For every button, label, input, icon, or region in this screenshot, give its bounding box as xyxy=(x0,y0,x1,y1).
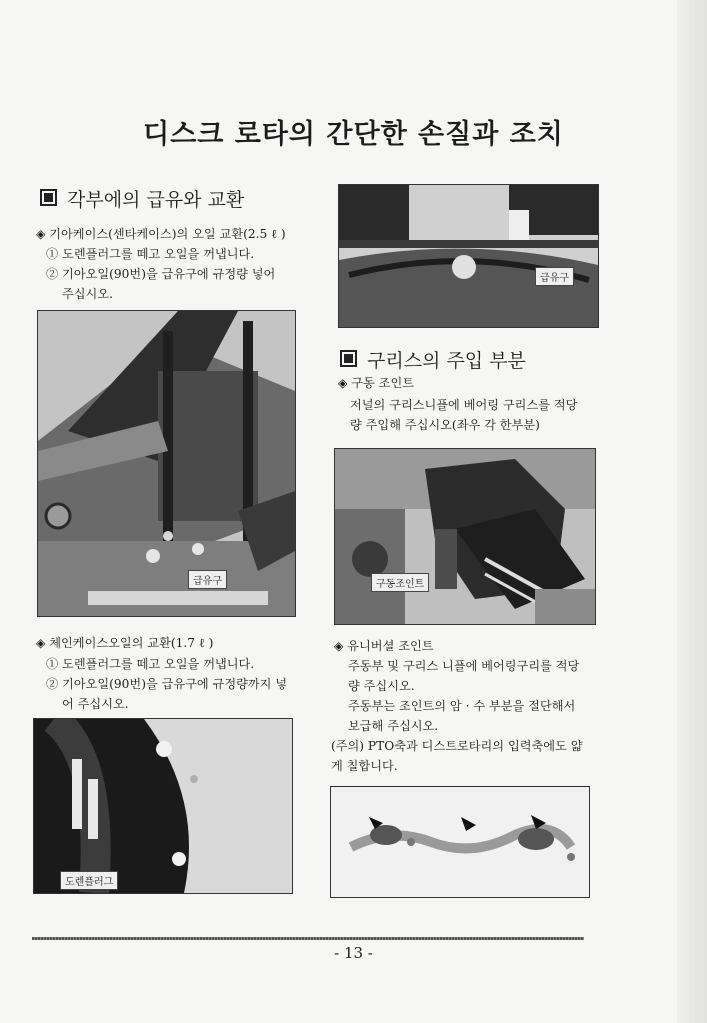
universal-joint-line-2: 량 주십시오. xyxy=(348,679,415,693)
gearcase-title: ◈ 기아케이스(센타케이스)의 오일 교환(2.5 ℓ ) xyxy=(36,227,286,241)
drive-joint-title: ◈ 구동 조인트 xyxy=(338,376,414,390)
universal-joint-line-3: 주동부는 조인트의 암 · 수 부분을 절단해서 xyxy=(348,699,576,713)
caution-line-2: 게 칠합니다. xyxy=(331,759,398,773)
drain-plug-photo xyxy=(33,718,293,894)
chaincase-step-2: ② 기아오일(90번)을 급유구에 규정량까지 넣 xyxy=(46,677,288,691)
caution-line-1: (주의) PTO축과 디스트로타리의 입력축에도 얇 xyxy=(331,739,583,753)
drive-joint-line-2: 량 주입해 주십시오(좌우 각 한부분) xyxy=(350,418,540,432)
drive-joint-line-1: 저널의 구리스니플에 베어링 구리스를 적당 xyxy=(350,398,578,412)
gearcase-step-1: ① 도렌플러그를 떼고 오일을 꺼냅니다. xyxy=(46,247,255,261)
chaincase-step-2-cont: 어 주십시오. xyxy=(62,697,129,711)
chaincase-title: ◈ 체인케이스오일의 교환(1.7 ℓ ) xyxy=(36,636,214,650)
drive-joint-label: 구동조인트 xyxy=(371,573,429,592)
square-bullet-icon xyxy=(340,350,357,367)
footer-rule xyxy=(32,937,584,940)
section-heading-text: 구리스의 주입 부분 xyxy=(367,350,526,372)
chaincase-step-1: ① 도렌플러그를 떼고 오일을 꺼냅니다. xyxy=(46,657,255,671)
oil-inlet-label: 급유구 xyxy=(188,570,227,589)
universal-joint-title: ◈ 유니버셜 조인트 xyxy=(334,639,434,653)
universal-joint-line-4: 보급해 주십시오. xyxy=(348,719,439,733)
oil-inlet-photo xyxy=(338,184,599,328)
page-edge-shadow xyxy=(677,0,707,1023)
oil-inlet-top-label: 급유구 xyxy=(535,267,574,286)
square-bullet-icon xyxy=(40,189,57,206)
page-number: - 13 - xyxy=(334,944,373,962)
gearcase-step-2-cont: 주십시오. xyxy=(62,287,113,301)
drive-joint-photo xyxy=(334,448,596,625)
gearcase-photo xyxy=(37,310,296,617)
section-heading-lubrication xyxy=(40,185,244,212)
universal-joint-line-1: 주동부 및 구리스 니플에 베어링구리를 적당 xyxy=(348,659,580,673)
section-heading-text: 각부에의 급유와 교환 xyxy=(67,189,245,211)
gearcase-step-2: ② 기아오일(90번)을 급유구에 규정량 넣어 xyxy=(46,267,276,281)
section-heading-grease xyxy=(340,346,526,373)
page-title: 디스크 로타의 간단한 손질과 조치 xyxy=(143,119,564,150)
drain-plug-label: 도렌플러그 xyxy=(60,871,118,890)
universal-joint-photo xyxy=(330,786,590,898)
